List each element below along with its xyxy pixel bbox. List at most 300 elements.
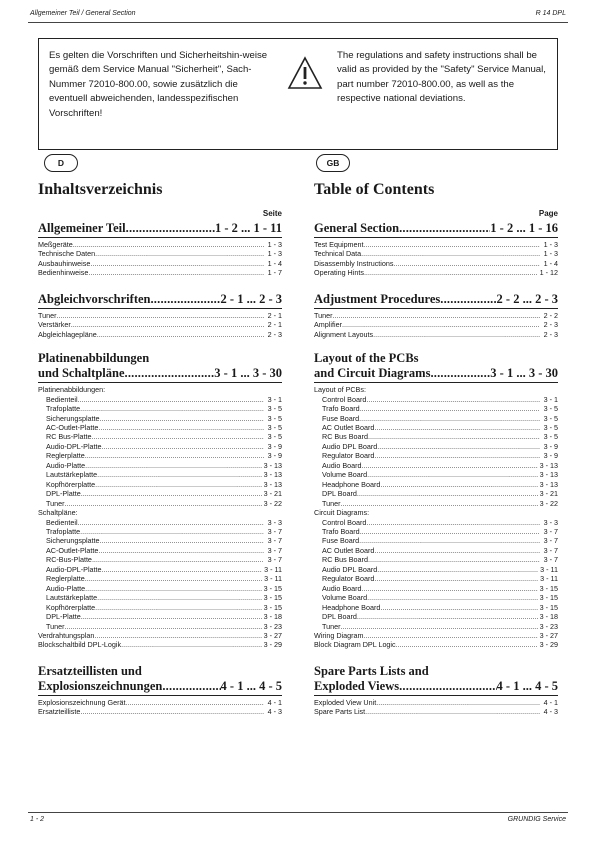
- toc-entry-title: Audio-Platte: [46, 583, 86, 593]
- toc-section-pages: 2 - 2 ... 2 - 3: [496, 291, 558, 306]
- safety-notice-de: Es gelten die Vorschriften und Sicherheitshin-weise gemäß dem Service Manual "Sicherheit", Sach-Nummer 72010-800.00, sowie zusätzlich die eventuell abweichenden, landesspezifischen Vorschriften!: [49, 50, 268, 119]
- toc-entry[interactable]: [38, 311, 282, 320]
- toc-entry-page: 3 - 5: [543, 422, 558, 432]
- leader-dots: [80, 404, 264, 413]
- leader-dots: [364, 240, 540, 249]
- toc-entry[interactable]: [38, 249, 282, 258]
- toc-entry-title: AC Outlet Board: [322, 545, 375, 555]
- toc-entry[interactable]: [38, 451, 282, 460]
- toc-entry[interactable]: [314, 622, 558, 631]
- toc-entry[interactable]: [314, 240, 558, 249]
- toc-entry[interactable]: [38, 593, 282, 602]
- toc-entry[interactable]: [314, 536, 558, 545]
- leader-dots: [102, 565, 263, 574]
- toc-entry-page: 1 - 7: [267, 268, 282, 278]
- toc-entry-title: AC-Outlet-Platte: [46, 422, 99, 432]
- toc-entry-page: 3 - 22: [539, 498, 558, 508]
- toc-entry-title: Circuit Diagrams:: [314, 508, 370, 518]
- safety-notice-en: The regulations and safety instructions shall be valid as provided by the "Safety" Service Manual, part number 72010-800.00, as well as the respective national deviations.: [337, 50, 546, 105]
- toc-entry-page: 3 - 1: [267, 394, 282, 404]
- toc-entry-title: RC Bus Board: [322, 555, 368, 565]
- toc-entry[interactable]: [314, 268, 558, 277]
- toc-section-title: Abgleichvorschriften: [38, 291, 151, 306]
- toc-section-heading[interactable]: [314, 221, 558, 238]
- toc-entry[interactable]: [314, 603, 558, 612]
- leader-dots: [394, 259, 541, 268]
- language-badge-de: D: [44, 154, 78, 172]
- header-model: R 14 DPL: [535, 10, 566, 17]
- toc-entry[interactable]: [314, 489, 558, 498]
- toc-entry-page: 3 - 11: [264, 574, 282, 584]
- toc-entry[interactable]: [314, 470, 558, 479]
- toc-entry[interactable]: [38, 442, 282, 451]
- leader-dots: [396, 640, 538, 649]
- toc-entry-page: 3 - 7: [267, 555, 282, 565]
- toc-entry-page: 3 - 5: [267, 404, 282, 414]
- toc-entry[interactable]: [314, 320, 558, 329]
- toc-entry[interactable]: [38, 470, 282, 479]
- leader-dots: [342, 320, 540, 329]
- toc-entry-title: Platinenabbildungen:: [38, 385, 106, 395]
- toc-entry[interactable]: [314, 593, 558, 602]
- toc-entry[interactable]: [38, 518, 282, 527]
- toc-entry[interactable]: [38, 480, 282, 489]
- toc-entry-page: 4 - 1: [543, 697, 558, 707]
- toc-entry[interactable]: [38, 268, 282, 277]
- toc-entry-page: 3 - 5: [543, 404, 558, 414]
- leader-dots: [367, 593, 537, 602]
- toc-entry[interactable]: [38, 423, 282, 432]
- toc-entry-title: Amplifier: [314, 320, 342, 330]
- toc-section-title: and Circuit Diagrams: [314, 366, 431, 381]
- leader-dots: [71, 320, 264, 329]
- toc-entry-title: Tuner: [322, 621, 341, 631]
- toc-entry[interactable]: [314, 698, 558, 707]
- leader-dots: [359, 414, 540, 423]
- toc-entry-title: Abgleichlagepläne: [38, 329, 97, 339]
- toc-entry-title: Tuner: [322, 498, 341, 508]
- toc-entry-page: 3 - 3: [543, 517, 558, 527]
- toc-entry-title: Control Board: [322, 517, 367, 527]
- toc-section-title-line1: Ersatzteillisten und: [38, 663, 142, 678]
- toc-section-title: Explosionszeichnungen: [38, 678, 163, 693]
- toc-entry[interactable]: [38, 584, 282, 593]
- toc-entry[interactable]: [314, 546, 558, 555]
- toc-entry[interactable]: [38, 432, 282, 441]
- leader-dots: [121, 640, 262, 649]
- toc-entry[interactable]: [314, 432, 558, 441]
- toc-entry[interactable]: [314, 414, 558, 423]
- leader-dots: [150, 292, 220, 307]
- toc-entry-title: Fuse Board: [322, 536, 360, 546]
- leader-dots: [81, 612, 262, 621]
- toc-entry[interactable]: [314, 311, 558, 320]
- toc-entry[interactable]: [314, 442, 558, 451]
- toc-entry-title: Trafo Board: [322, 404, 360, 414]
- toc-sections-en: [314, 221, 558, 717]
- toc-entry-title: Tuner: [314, 310, 333, 320]
- toc-section-title-line1: Spare Parts Lists and: [314, 663, 429, 678]
- leader-dots: [126, 221, 215, 236]
- leader-dots: [357, 489, 538, 498]
- toc-entry-page: 3 - 9: [267, 451, 282, 461]
- toc-entry-title: Schaltpläne:: [38, 508, 78, 518]
- toc-entry-page: 3 - 5: [267, 413, 282, 423]
- leader-dots: [360, 527, 540, 536]
- toc-entry-title: Ausbauhinweise: [38, 258, 91, 268]
- toc-section-title: Allgemeiner Teil: [38, 221, 126, 235]
- toc-entry-title: Lautstärkeplatte: [46, 470, 98, 480]
- toc-entry-page: 3 - 22: [263, 498, 282, 508]
- toc-section-heading[interactable]: [314, 366, 558, 383]
- toc-section-pages: 3 - 1 ... 3 - 30: [490, 366, 558, 381]
- toc-entry-page: 2 - 3: [543, 329, 558, 339]
- toc-entry-page: 3 - 13: [263, 460, 282, 470]
- leader-dots: [97, 470, 261, 479]
- toc-entry-title: Audio-Platte: [46, 460, 86, 470]
- leader-dots: [126, 698, 265, 707]
- toc-entry-title: Audio-DPL-Platte: [46, 564, 102, 574]
- toc-entry[interactable]: [38, 240, 282, 249]
- toc-entry[interactable]: [38, 489, 282, 498]
- leader-dots: [365, 707, 540, 716]
- toc-entry[interactable]: [314, 707, 558, 716]
- leader-dots: [362, 584, 538, 593]
- toc-entry[interactable]: [314, 451, 558, 460]
- toc-entry[interactable]: [314, 631, 558, 640]
- toc-entry-title: Block Diagram DPL Logic: [314, 640, 396, 650]
- toc-entry-page: 3 - 11: [540, 564, 558, 574]
- leader-dots: [85, 574, 262, 583]
- toc-entry[interactable]: [38, 622, 282, 631]
- toc-entry-page: 3 - 27: [539, 630, 558, 640]
- toc-entry[interactable]: [314, 480, 558, 489]
- leader-dots: [361, 249, 540, 258]
- toc-entry-page: 3 - 7: [543, 536, 558, 546]
- toc-section: [314, 351, 558, 650]
- leader-dots: [90, 259, 264, 268]
- toc-entry-page: 3 - 15: [539, 593, 558, 603]
- leader-dots: [377, 565, 538, 574]
- toc-entry-page: 2 - 3: [267, 329, 282, 339]
- toc-entry[interactable]: [38, 603, 282, 612]
- leader-dots: [374, 423, 540, 432]
- toc-entry[interactable]: [38, 536, 282, 545]
- toc-entry-page: 1 - 3: [267, 240, 282, 249]
- toc-entry-page: 3 - 9: [267, 441, 282, 451]
- leader-dots: [373, 330, 540, 339]
- toc-section: [38, 664, 282, 717]
- toc-entry-page: 1 - 4: [267, 258, 282, 268]
- toc-entry-title: Volume Board: [322, 470, 368, 480]
- toc-entry-title: Sicherungsplatte: [46, 536, 100, 546]
- leader-dots: [92, 432, 264, 441]
- toc-entry-title: Meßgeräte: [38, 240, 73, 249]
- toc-entry-title: Alignment Layouts: [314, 329, 374, 339]
- leader-dots: [366, 518, 540, 527]
- toc-entry[interactable]: [38, 612, 282, 621]
- leader-dots: [80, 707, 264, 716]
- toc-entry[interactable]: [314, 555, 558, 564]
- leader-dots: [377, 442, 540, 451]
- toc-section: [314, 664, 558, 717]
- page-column-label-en: Page: [538, 209, 558, 218]
- toc-entry[interactable]: [38, 414, 282, 423]
- toc-entry[interactable]: [38, 707, 282, 716]
- toc-section-title: Exploded Views: [314, 678, 400, 693]
- toc-entry-page: 3 - 15: [539, 602, 558, 612]
- toc-column-en: [314, 175, 558, 717]
- toc-entry-page: 3 - 7: [543, 555, 558, 565]
- leader-dots: [94, 631, 261, 640]
- leader-dots: [102, 442, 264, 451]
- leader-dots: [95, 249, 264, 258]
- leader-dots: [98, 546, 264, 555]
- toc-entry[interactable]: [314, 518, 558, 527]
- toc-entry-title: Audio DPL Board: [322, 441, 378, 451]
- leader-dots: [80, 527, 264, 536]
- toc-entry-page: 3 - 5: [267, 422, 282, 432]
- toc-entry-page: 3 - 1: [543, 394, 558, 404]
- toc-entry-page: 3 - 15: [539, 583, 558, 593]
- toc-entry-page: 3 - 7: [543, 526, 558, 536]
- toc-entry-page: 3 - 5: [543, 413, 558, 423]
- leader-dots: [95, 480, 261, 489]
- toc-entry[interactable]: [314, 574, 558, 583]
- leader-dots: [399, 221, 490, 236]
- toc-column-de: [38, 175, 282, 717]
- toc-entry-title: Ersatzteilliste: [38, 707, 81, 717]
- toc-entry-title: Audio DPL Board: [322, 564, 378, 574]
- toc-group-label: [314, 508, 558, 517]
- toc-entry-page: 4 - 3: [543, 707, 558, 717]
- toc-entry-page: 4 - 3: [267, 707, 282, 717]
- toc-entry[interactable]: [38, 404, 282, 413]
- toc-section-pages: 2 - 1 ... 2 - 3: [220, 291, 282, 306]
- leader-dots: [368, 555, 540, 564]
- toc-entry-title: Kopfhörerplatte: [46, 479, 96, 489]
- toc-entry-title: Control Board: [322, 394, 367, 404]
- leader-dots: [380, 603, 537, 612]
- leader-dots: [57, 311, 264, 320]
- toc-entry-title: Verdrahtungsplan: [38, 630, 95, 640]
- toc-entry-title: Layout of PCBs:: [314, 385, 366, 395]
- toc-entry-page: 2 - 1: [267, 310, 282, 320]
- toc-entry-page: 3 - 11: [264, 564, 282, 574]
- toc-entry[interactable]: [38, 395, 282, 404]
- leader-dots: [85, 461, 261, 470]
- leader-dots: [376, 698, 540, 707]
- toc-section-heading[interactable]: [38, 221, 282, 238]
- toc-entry-page: 3 - 18: [263, 612, 282, 622]
- toc-entry-title: DPL-Platte: [46, 612, 81, 622]
- toc-entry[interactable]: [314, 565, 558, 574]
- toc-entry-page: 3 - 15: [263, 602, 282, 612]
- toc-entry-title: Tuner: [46, 498, 65, 508]
- toc-entry-page: 3 - 13: [539, 479, 558, 489]
- toc-entry[interactable]: [38, 574, 282, 583]
- toc-section-pages: 1 - 2 ... 1 - 16: [490, 221, 558, 235]
- toc-entry[interactable]: [314, 330, 558, 339]
- leader-dots: [364, 268, 538, 277]
- toc-entry-title: DPL Board: [322, 612, 357, 622]
- toc-entry-page: 3 - 29: [263, 640, 282, 650]
- toc-entry-page: 3 - 5: [267, 432, 282, 442]
- toc-section: [314, 292, 558, 339]
- toc-entry-page: 1 - 3: [543, 240, 558, 249]
- footer-page-number: 1 - 2: [30, 816, 45, 823]
- toc-entry-page: 1 - 3: [267, 249, 282, 259]
- toc-entry-title: Reglerplatte: [46, 451, 85, 461]
- footer-brand: GRUNDIG Service: [507, 816, 566, 823]
- toc-entry[interactable]: [314, 249, 558, 258]
- toc-entry[interactable]: [314, 527, 558, 536]
- toc-section: [38, 292, 282, 339]
- toc-sections-de: [38, 221, 282, 717]
- leader-dots: [98, 423, 264, 432]
- toc-entry-title: Technische Daten: [38, 249, 96, 259]
- toc-section-title: Adjustment Procedures: [314, 291, 441, 306]
- toc-entry-page: 3 - 5: [543, 432, 558, 442]
- toc-entry-title: Lautstärkeplatte: [46, 593, 98, 603]
- toc-entry-title: Bedienteil: [46, 394, 78, 404]
- toc-entry-title: Disassembly Instructions: [314, 258, 394, 268]
- toc-entry[interactable]: [314, 395, 558, 404]
- toc-entry-title: Wiring Diagram: [314, 630, 364, 640]
- leader-dots: [341, 499, 538, 508]
- toc-section-heading[interactable]: [38, 679, 282, 696]
- toc-entry-page: 3 - 3: [267, 517, 282, 527]
- toc-entry-page: 3 - 9: [543, 441, 558, 451]
- leader-dots: [366, 395, 540, 404]
- leader-dots: [360, 404, 540, 413]
- toc-entry-title: Explosionszeichnung Gerät: [38, 697, 126, 707]
- toc-entry-page: 3 - 15: [263, 583, 282, 593]
- toc-entry[interactable]: [38, 499, 282, 508]
- leader-dots: [341, 622, 538, 631]
- leader-dots: [368, 432, 540, 441]
- toc-entry[interactable]: [314, 499, 558, 508]
- toc-entry[interactable]: [314, 461, 558, 470]
- leader-dots: [97, 330, 264, 339]
- toc-entry-title: Kopfhörerplatte: [46, 602, 96, 612]
- toc-entry[interactable]: [314, 640, 558, 649]
- toc-entry-title: Technical Data: [314, 249, 362, 259]
- safety-notice-box: [38, 38, 558, 150]
- toc-entry-title: Blockschaltbild DPL-Logik: [38, 640, 122, 650]
- toc-entry-page: 3 - 13: [539, 460, 558, 470]
- leader-dots: [88, 268, 264, 277]
- leader-dots: [97, 593, 261, 602]
- toc-entry-title: Trafoplatte: [46, 404, 81, 414]
- toc-entry-title: Trafo Board: [322, 526, 360, 536]
- toc-entry[interactable]: [38, 555, 282, 564]
- toc-entry[interactable]: [38, 461, 282, 470]
- toc-entry-title: AC Outlet Board: [322, 422, 375, 432]
- toc-entry-page: 3 - 13: [539, 470, 558, 480]
- toc-entry-title: Operating Hints: [314, 268, 364, 278]
- toc-section-heading[interactable]: [314, 292, 558, 309]
- toc-entry-page: 3 - 7: [543, 545, 558, 555]
- toc-entry-title: Headphone Board: [322, 479, 381, 489]
- toc-section-heading[interactable]: [38, 292, 282, 309]
- language-badge-gb: GB: [316, 154, 350, 172]
- leader-dots: [85, 584, 261, 593]
- toc-entry-title: Tuner: [38, 310, 57, 320]
- leader-dots: [430, 366, 490, 381]
- toc-section-title-line1: Platinenabbildungen: [38, 351, 150, 366]
- toc-entry[interactable]: [38, 565, 282, 574]
- leader-dots: [364, 631, 538, 640]
- toc-entry[interactable]: [38, 698, 282, 707]
- leader-dots: [125, 366, 215, 381]
- toc-entry[interactable]: [38, 527, 282, 536]
- toc-entry[interactable]: [38, 259, 282, 268]
- toc-entry-page: 3 - 7: [267, 526, 282, 536]
- header-divider: [28, 22, 568, 23]
- toc-entry-title: Bedienhinweise: [38, 268, 89, 278]
- header-section-title: Allgemeiner Teil / General Section: [30, 10, 136, 17]
- leader-dots: [100, 536, 264, 545]
- toc-entry-title: Audio Board: [322, 583, 362, 593]
- toc-section: [38, 351, 282, 650]
- toc-entry-page: 1 - 3: [543, 249, 558, 259]
- toc-entry-page: 3 - 7: [267, 536, 282, 546]
- toc-entry[interactable]: [314, 423, 558, 432]
- toc-entry[interactable]: [314, 612, 558, 621]
- toc-entry[interactable]: [38, 546, 282, 555]
- toc-entry-title: Headphone Board: [322, 602, 381, 612]
- toc-section-title: General Section: [314, 221, 400, 235]
- toc-section-heading[interactable]: [38, 366, 282, 383]
- toc-entry-title: Bedienteil: [46, 517, 78, 527]
- toc-entry[interactable]: [38, 330, 282, 339]
- toc-group-label: [38, 508, 282, 517]
- toc-entry-title: Exploded View Unit: [314, 697, 377, 707]
- toc-entry[interactable]: [314, 259, 558, 268]
- toc-entry[interactable]: [38, 631, 282, 640]
- toc-entry-title: DPL-Platte: [46, 489, 81, 499]
- toc-entry-title: Audio-DPL-Platte: [46, 441, 102, 451]
- toc-entry[interactable]: [314, 584, 558, 593]
- toc-title-en: Table of Contents: [314, 181, 435, 198]
- toc-entry-title: Sicherungsplatte: [46, 413, 100, 423]
- toc-entry-page: 3 - 21: [539, 489, 558, 499]
- toc-entry-title: AC-Outlet-Platte: [46, 545, 99, 555]
- toc-entry-page: 3 - 27: [263, 630, 282, 640]
- leader-dots: [362, 461, 538, 470]
- leader-dots: [357, 612, 538, 621]
- toc-entry-page: 3 - 21: [263, 489, 282, 499]
- toc-entry[interactable]: [314, 404, 558, 413]
- toc-entry-page: 1 - 4: [543, 258, 558, 268]
- toc-title-de: Inhaltsverzeichnis: [38, 181, 163, 198]
- toc-group-label: [38, 385, 282, 394]
- warning-triangle-icon: [287, 56, 323, 90]
- toc-section-heading[interactable]: [314, 679, 558, 696]
- toc-section: [314, 221, 558, 278]
- toc-entry-page: 3 - 23: [263, 621, 282, 631]
- toc-entry-title: Test Equipment: [314, 240, 364, 249]
- toc-entry-title: DPL Board: [322, 489, 357, 499]
- toc-entry-page: 3 - 7: [267, 545, 282, 555]
- toc-entry-title: RC-Bus-Platte: [46, 555, 92, 565]
- toc-entry[interactable]: [38, 640, 282, 649]
- leader-dots: [367, 470, 537, 479]
- toc-entry-page: 3 - 11: [540, 574, 558, 584]
- toc-entry[interactable]: [38, 320, 282, 329]
- toc-entry-page: 3 - 13: [263, 479, 282, 489]
